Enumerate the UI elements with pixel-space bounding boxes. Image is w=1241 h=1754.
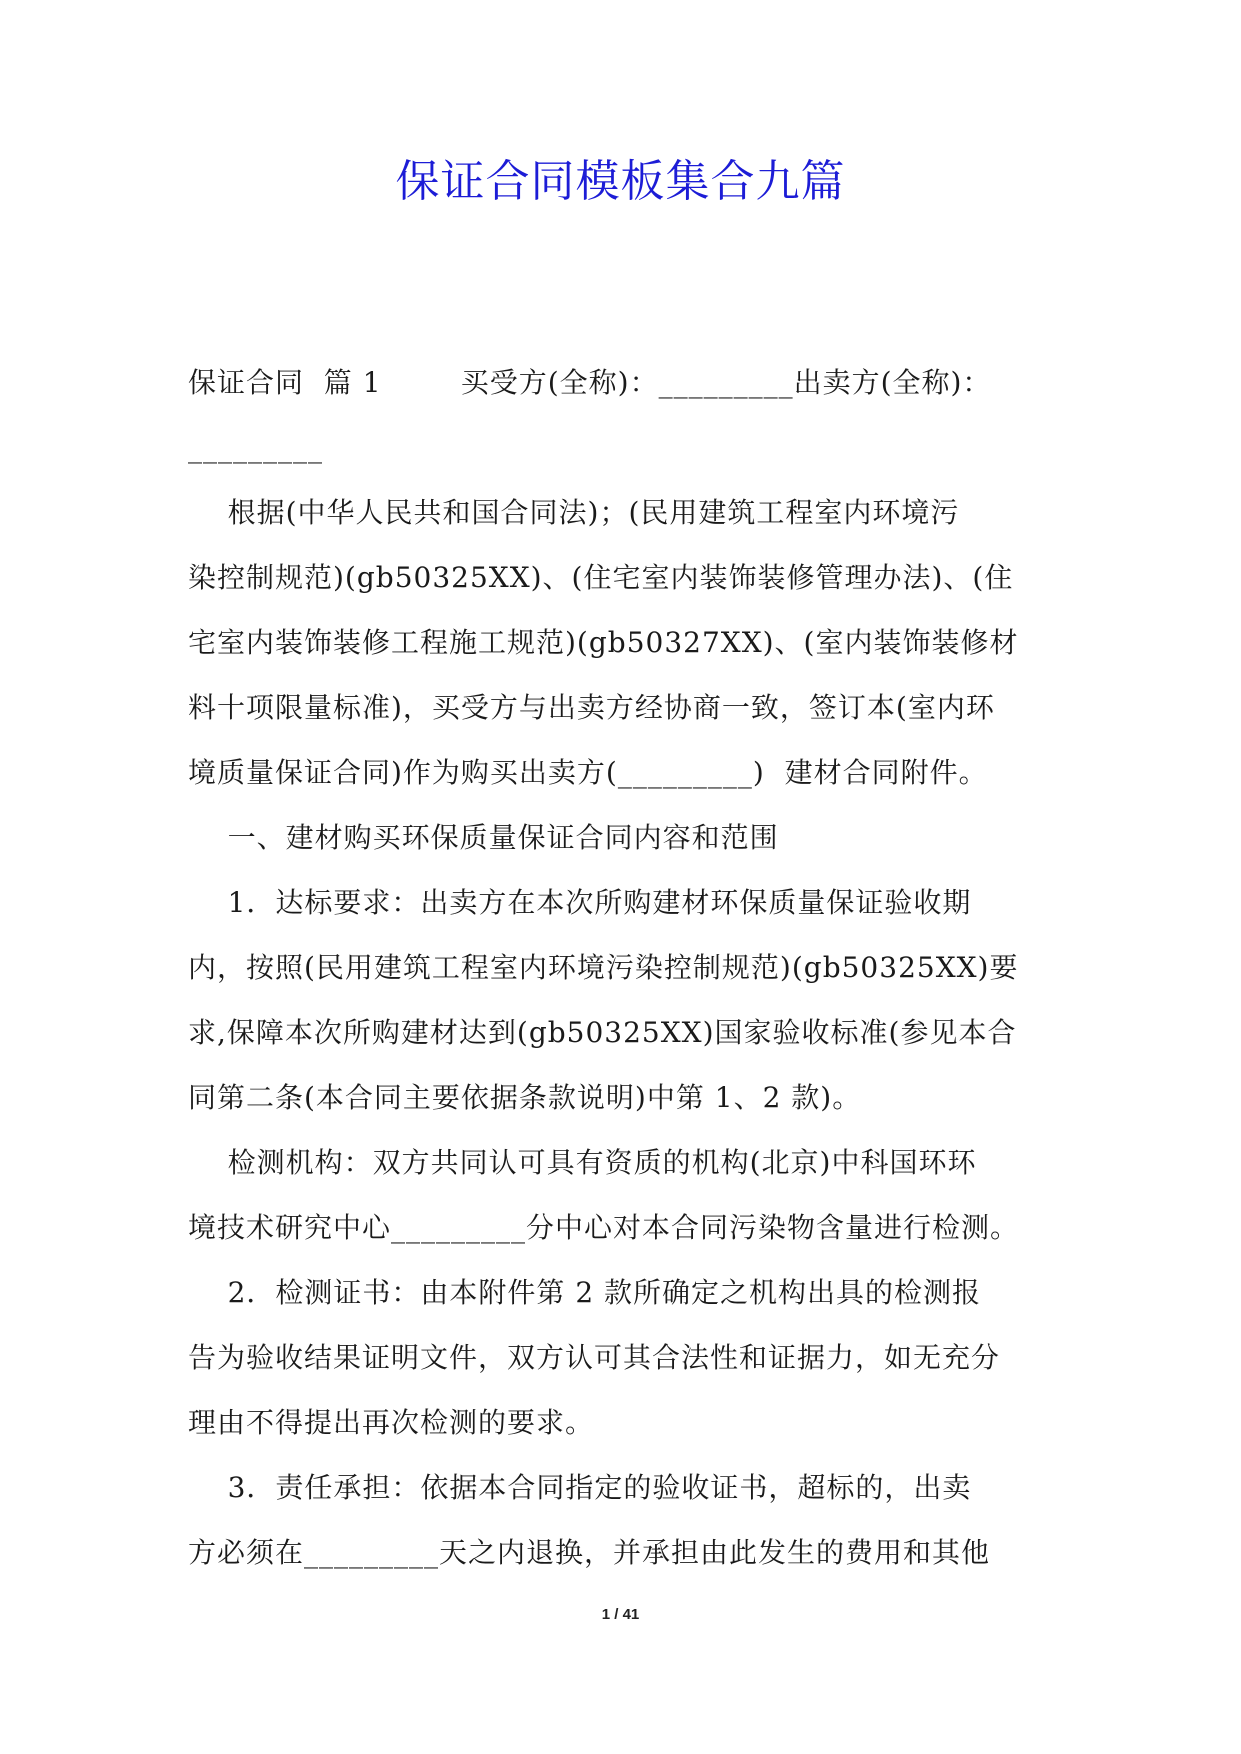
body-line: 1．达标要求：出卖方在本次所购建材环保质量保证验收期: [188, 886, 972, 919]
body-line: 告为验收结果证明文件，双方认可其合法性和证据力，如无充分: [188, 1341, 1001, 1374]
body-line: 方必须在_________天之内退换，并承担由此发生的费用和其他: [188, 1536, 991, 1569]
body-line: 宅室内装饰装修工程施工规范)(gb50327XX)、(室内装饰装修材: [188, 626, 1019, 659]
body-line: 染控制规范)(gb50325XX)、(住宅室内装饰装修管理办法)、(住: [188, 561, 1014, 594]
body-line: 境质量保证合同)作为购买出卖方(_________) 建材合同附件。: [188, 756, 988, 789]
page-number: 1 / 41: [601, 1606, 640, 1623]
document-body: [188, 350, 1050, 1585]
body-line: 求,保障本次所购建材达到(gb50325XX)国家验收标准(参见本合: [188, 1016, 1017, 1049]
body-line: _________: [188, 431, 323, 464]
body-line: 内，按照(民用建筑工程室内环境污染控制规范)(gb50325XX)要: [188, 951, 1019, 984]
body-line: 同第二条(本合同主要依据条款说明)中第 1、2 款)。: [188, 1081, 862, 1114]
body-line: 一、建材购买环保质量保证合同内容和范围: [188, 821, 779, 854]
body-line: 根据(中华人民共和国合同法)；(民用建筑工程室内环境污: [188, 496, 960, 529]
document-title: 保证合同模板集合九篇: [395, 156, 846, 207]
body-line: 料十项限量标准)，买受方与出卖方经协商一致，签订本(室内环: [188, 691, 995, 724]
body-line: 3．责任承担：依据本合同指定的验收证书，超标的，出卖: [188, 1471, 972, 1504]
body-line: 2．检测证书：由本附件第 2 款所确定之机构出具的检测报: [188, 1276, 982, 1309]
body-line: 保证合同 篇 1 买受方(全称)：_________出卖方(全称)：: [188, 366, 992, 399]
body-line: 检测机构：双方共同认可具有资质的机构(北京)中科国环环: [188, 1146, 977, 1179]
body-line: 境技术研究中心_________分中心对本合同污染物含量进行检测。: [188, 1211, 1020, 1244]
body-line: 理由不得提出再次检测的要求。: [188, 1406, 595, 1439]
